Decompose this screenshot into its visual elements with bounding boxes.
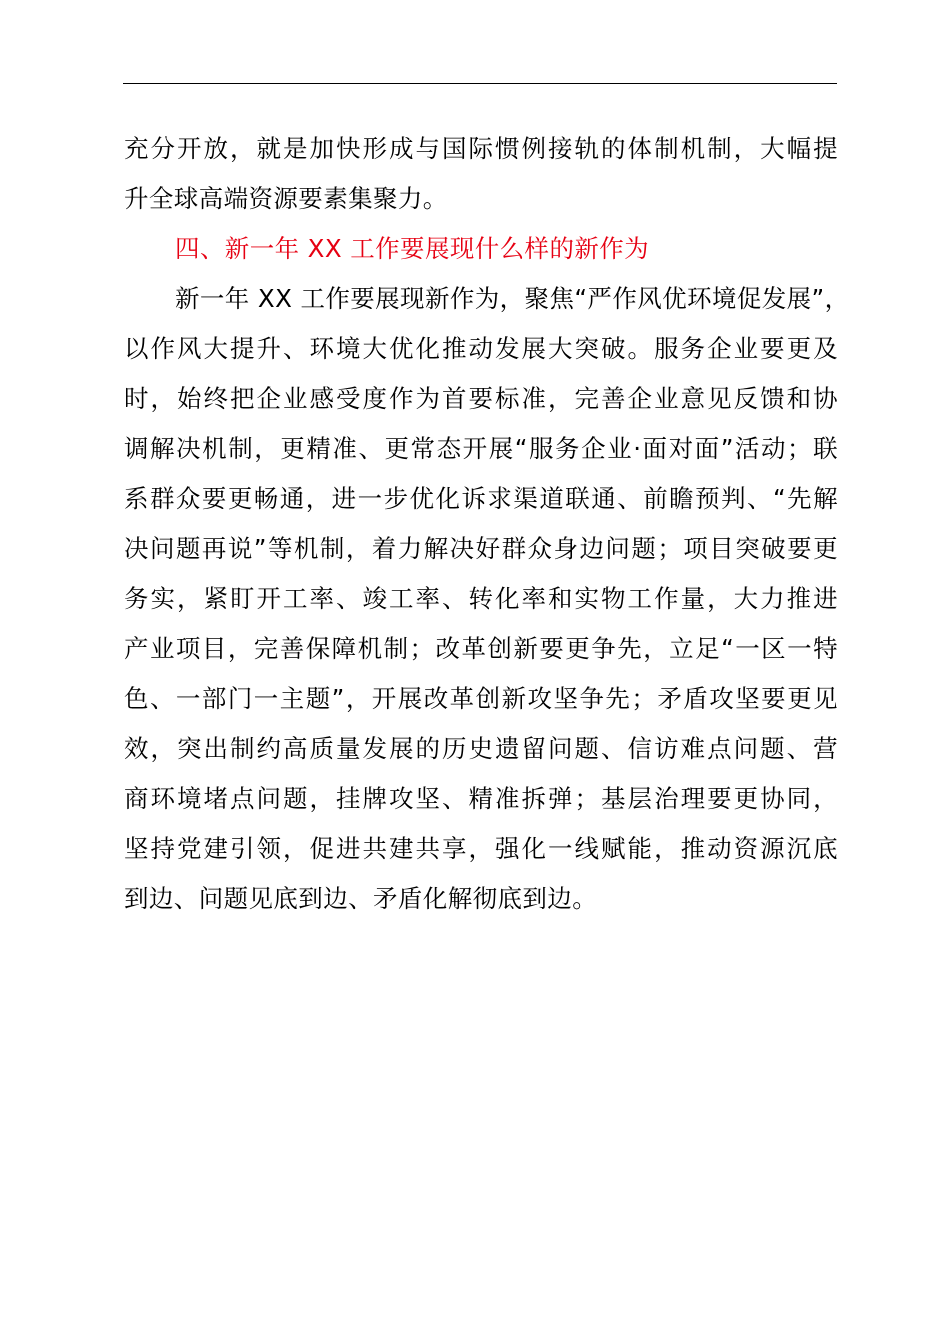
paragraph-line: 以作风大提升、环境大优化推动发展大突破。服务企业要更及 [124,334,838,363]
section-heading: 四、新一年 XX 工作要展现什么样的新作为 [175,234,650,263]
paragraph-line: 决问题再说”等机制，着力解决好群众身边问题；项目突破要更 [124,534,838,563]
paragraph-line: 产业项目，完善保障机制；改革创新要更争先，立足“一区一特 [124,634,838,663]
paragraph-line: 时，始终把企业感受度作为首要标准，完善企业意见反馈和协 [124,384,838,413]
continuation-line: 充分开放，就是加快形成与国际惯例接轨的体制机制，大幅提 [124,134,838,163]
continuation-line: 升全球高端资源要素集聚力。 [124,184,448,213]
paragraph-line: 商环境堵点问题，挂牌攻坚、精准拆弹；基层治理要更协同， [124,784,838,813]
document-body [124,124,850,924]
paragraph-line: 坚持党建引领，促进共建共享，强化一线赋能，推动资源沉底 [124,834,838,863]
paragraph-line: 色、一部门一主题”，开展改革创新攻坚争先；矛盾攻坚要更见 [124,684,838,713]
paragraph-line: 调解决机制，更精准、更常态开展“服务企业·面对面”活动；联 [124,434,838,463]
paragraph-line: 系群众要更畅通，进一步优化诉求渠道联通、前瞻预判、“先解 [124,484,838,513]
paragraph-line: 务实，紧盯开工率、竣工率、转化率和实物工作量，大力推进 [124,584,838,613]
paragraph-line: 到边、问题见底到边、矛盾化解彻底到边。 [124,884,598,913]
paragraph-line: 效，突出制约高质量发展的历史遗留问题、信访难点问题、营 [124,734,838,763]
paragraph-line: 新一年 XX 工作要展现新作为，聚焦“严作风优环境促发展”， [175,284,850,313]
header-rule [123,83,837,84]
